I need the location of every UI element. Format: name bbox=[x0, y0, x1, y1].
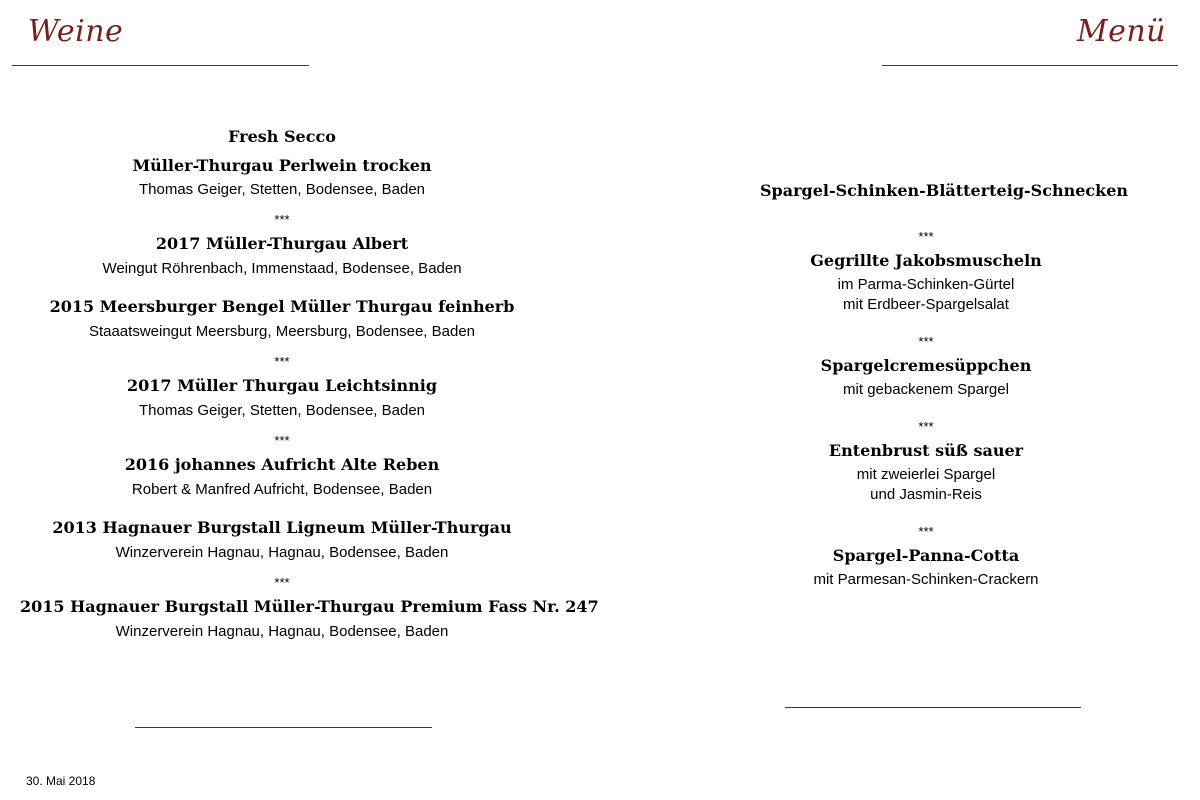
bottom-right-divider bbox=[785, 707, 1081, 708]
wine-title: 2017 Müller Thurgau Leichtsinnig bbox=[126, 376, 438, 395]
wine-producer: Weingut Röhrenbach, Immenstaad, Bodensee, Baden bbox=[102, 260, 462, 277]
course-description: mit zweierlei Spargel bbox=[856, 466, 996, 483]
wine-title: 2015 Hagnauer Burgstall Müller-Thurgau Premium Fass Nr. 247 bbox=[20, 597, 599, 616]
wine-title: 2016 johannes Aufricht Alte Reben bbox=[124, 455, 440, 474]
wine-title: 2017 Müller-Thurgau Albert bbox=[155, 234, 409, 253]
wine-title: Fresh Secco bbox=[228, 127, 336, 146]
course-title: Spargelcremesüppchen bbox=[820, 356, 1032, 375]
course-description: im Parma-Schinken-Gürtel bbox=[837, 276, 1015, 293]
wine-producer: Staaatsweingut Meersburg, Meersburg, Bodensee, Baden bbox=[88, 323, 476, 340]
wine-producer: Robert & Manfred Aufricht, Bodensee, Baden bbox=[131, 481, 433, 498]
separator: *** bbox=[918, 524, 934, 539]
separator: *** bbox=[274, 354, 290, 369]
course-title: Spargel-Schinken-Blätterteig-Schnecken bbox=[760, 181, 1129, 200]
wine-list bbox=[20, 126, 599, 642]
course-description: und Jasmin-Reis bbox=[870, 486, 982, 503]
separator: *** bbox=[274, 433, 290, 448]
separator: *** bbox=[918, 229, 934, 244]
top-left-divider bbox=[12, 65, 309, 66]
course-title: Gegrillte Jakobsmuscheln bbox=[810, 251, 1042, 270]
menu-section-title: Menü bbox=[1076, 14, 1166, 49]
separator: *** bbox=[918, 334, 934, 349]
course-title: Entenbrust süß sauer bbox=[828, 441, 1024, 460]
wine-producer: Thomas Geiger, Stetten, Bodensee, Baden bbox=[138, 181, 426, 198]
wine-subtitle: Müller-Thurgau Perlwein trocken bbox=[132, 156, 432, 175]
course-description: mit Erdbeer-Spargelsalat bbox=[843, 296, 1009, 313]
course-title: Spargel-Panna-Cotta bbox=[832, 546, 1020, 565]
wine-title: 2013 Hagnauer Burgstall Ligneum Müller-Thurgau bbox=[52, 518, 512, 537]
separator: *** bbox=[274, 212, 290, 227]
course-description: mit gebackenem Spargel bbox=[843, 381, 1009, 398]
wine-title: 2015 Meersburger Bengel Müller Thurgau feinherb bbox=[49, 297, 515, 316]
separator: *** bbox=[274, 575, 290, 590]
separator: *** bbox=[918, 419, 934, 434]
course-description: mit Parmesan-Schinken-Crackern bbox=[813, 571, 1039, 588]
wine-producer: Winzerverein Hagnau, Hagnau, Bodensee, Baden bbox=[115, 544, 449, 561]
wine-producer: Thomas Geiger, Stetten, Bodensee, Baden bbox=[138, 402, 426, 419]
menu-courses bbox=[760, 180, 1129, 590]
footer-date: 30. Mai 2018 bbox=[26, 774, 96, 788]
top-right-divider bbox=[882, 65, 1178, 66]
wine-producer: Winzerverein Hagnau, Hagnau, Bodensee, Baden bbox=[115, 623, 449, 640]
wine-section-title: Weine bbox=[28, 14, 124, 49]
bottom-left-divider bbox=[135, 727, 432, 728]
